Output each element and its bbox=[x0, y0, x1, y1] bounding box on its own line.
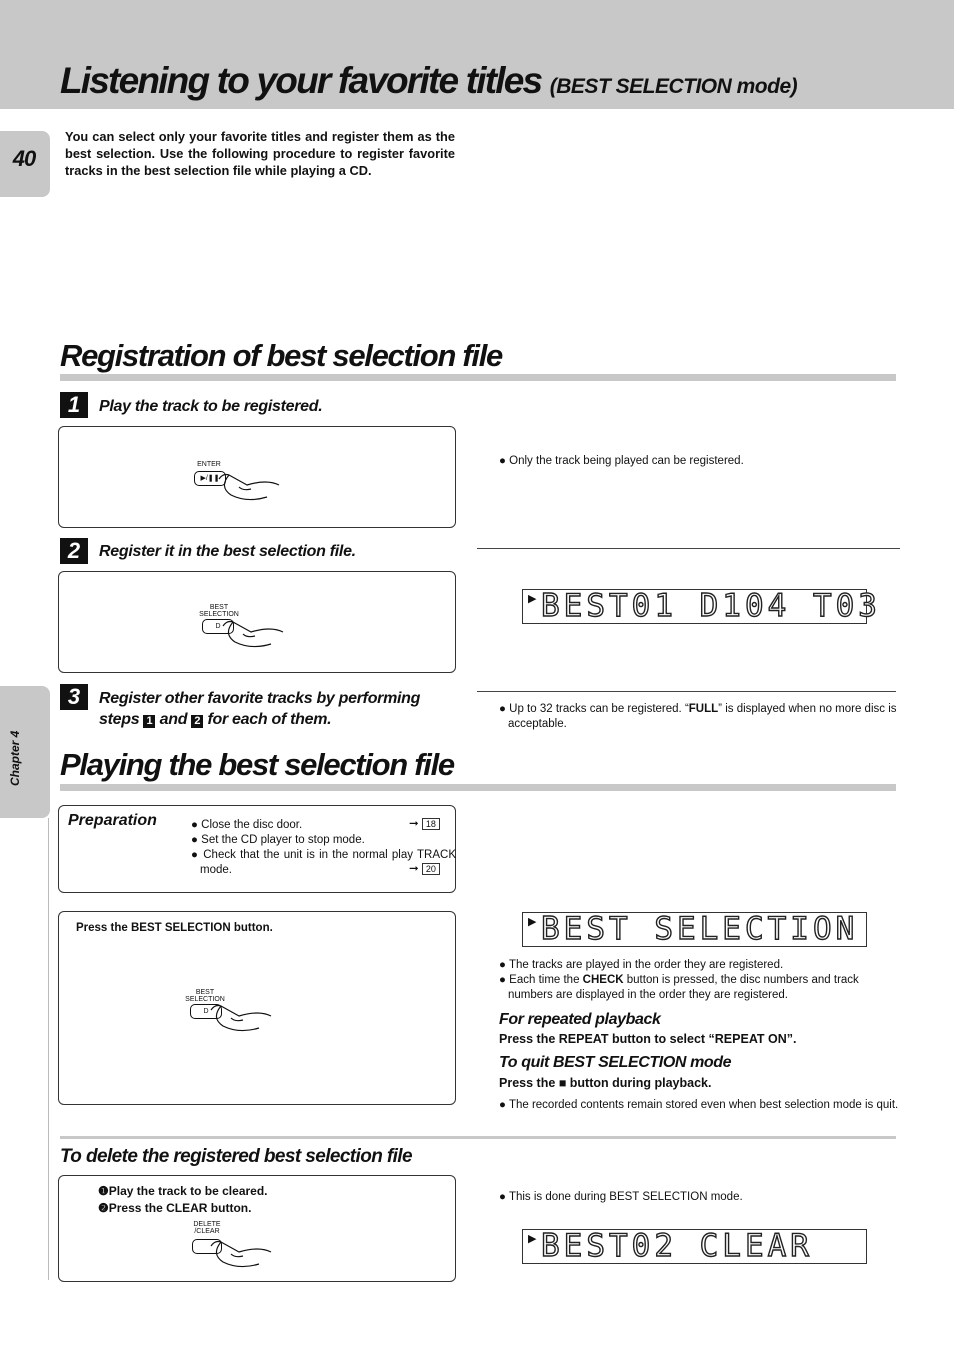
page-subtitle: (BEST SELECTION mode) bbox=[549, 75, 798, 98]
step-2-illustration bbox=[58, 571, 456, 673]
play-instruction-box bbox=[58, 911, 456, 1105]
delete-step-a: ❶Play the track to be cleared. bbox=[98, 1184, 268, 1198]
repeat-title: For repeated playback bbox=[499, 1011, 661, 1028]
enter-button: ▶/❚❚ bbox=[194, 471, 226, 486]
step-1-number: 1 bbox=[60, 392, 88, 418]
section-rule bbox=[60, 1136, 896, 1139]
quit-title: To quit BEST SELECTION mode bbox=[499, 1054, 732, 1071]
pressing-hand-icon bbox=[217, 465, 287, 505]
section-rule bbox=[60, 784, 896, 791]
prep-item-3: ● Check that the unit is in the normal play TRACK mode. bbox=[191, 849, 456, 876]
display-text: BEST SELECTION bbox=[541, 911, 859, 947]
quit-note: ● The recorded contents remain stored even when best selection mode is quit. bbox=[499, 1099, 899, 1111]
page-ref-18: ➞ 18 bbox=[409, 817, 440, 832]
display-best-selection bbox=[522, 912, 867, 947]
play-note-1: ● The tracks are played in the order they are registered. bbox=[499, 959, 784, 971]
side-divider bbox=[48, 818, 49, 1280]
best-selection-button-label: BEST SELECTION bbox=[199, 604, 239, 618]
pressing-hand-icon bbox=[221, 612, 291, 652]
display-best01 bbox=[522, 588, 881, 624]
step-1-text: Play the track to be registered. bbox=[99, 398, 323, 415]
pressing-hand-icon bbox=[209, 996, 279, 1038]
section-rule bbox=[60, 374, 896, 381]
preparation-label: Preparation bbox=[68, 812, 157, 829]
registration-title: Registration of best selection file bbox=[60, 338, 502, 373]
quit-text: Press the ■ button during playback. bbox=[499, 1076, 712, 1090]
delete-clear-button-label: DELETE /CLEAR bbox=[193, 1221, 221, 1235]
divider bbox=[477, 691, 896, 692]
step-3-number: 3 bbox=[60, 684, 88, 710]
best-selection-button-label: BEST SELECTION bbox=[185, 989, 225, 1003]
play-note-2: ● Each time the CHECK button is pressed, the disc numbers and track numbers are displayed in the order they are registered. bbox=[499, 974, 859, 1001]
delete-note: ● This is done during BEST SELECTION mode. bbox=[499, 1191, 743, 1203]
step-2-number: 2 bbox=[60, 538, 88, 564]
divider bbox=[477, 548, 900, 549]
pressing-hand-icon bbox=[209, 1232, 279, 1274]
step-ref-1: 1 bbox=[143, 715, 155, 728]
step-1-illustration bbox=[58, 426, 456, 528]
play-indicator-icon: ▶ bbox=[528, 1233, 537, 1245]
best-selection-button: D bbox=[202, 619, 234, 634]
display-best02-clear bbox=[522, 1229, 867, 1264]
delete-step-b: ❷Press the CLEAR button. bbox=[98, 1201, 252, 1215]
chapter-label: Chapter 4 bbox=[8, 730, 22, 786]
step-3-note: ● Up to 32 tracks can be registered. “FULL” is displayed when no more disc is acceptable. bbox=[499, 703, 897, 730]
delete-title: To delete the registered best selection file bbox=[60, 1146, 412, 1167]
prep-item-1: ● Close the disc door. bbox=[191, 819, 303, 831]
play-instruction: Press the BEST SELECTION button. bbox=[76, 922, 273, 934]
best-selection-button: D bbox=[190, 1004, 222, 1019]
intro-text: You can select only your favorite titles and register them as the best selection. Use the following procedure to register favorite tracks in the best selection file while playing a CD. bbox=[65, 129, 455, 178]
page-title: Listening to your favorite titles (BEST SELECTION mode) bbox=[60, 60, 798, 101]
repeat-text: Press the REPEAT button to select “REPEAT ON”. bbox=[499, 1032, 797, 1046]
play-indicator-icon: ▶ bbox=[528, 916, 537, 928]
step-1-note: ● Only the track being played can be registered. bbox=[499, 455, 744, 467]
playing-title: Playing the best selection file bbox=[60, 747, 454, 782]
step-ref-2: 2 bbox=[191, 715, 203, 728]
prep-item-2: ● Set the CD player to stop mode. bbox=[191, 834, 365, 846]
page-number: 40 bbox=[12, 146, 36, 171]
play-indicator-icon: ▶ bbox=[528, 593, 537, 605]
step-2-text: Register it in the best selection file. bbox=[99, 543, 356, 560]
display-text: BEST01 D104 T03 bbox=[541, 588, 881, 624]
step-3-text: Register other favorite tracks by performing steps 1 and 2 for each of them. bbox=[99, 690, 421, 728]
display-text: BEST02 CLEAR bbox=[541, 1228, 813, 1264]
preparation-box bbox=[58, 805, 456, 893]
page-ref-20: ➞ 20 bbox=[409, 862, 440, 877]
enter-button-label: ENTER bbox=[197, 461, 221, 468]
delete-instruction-box bbox=[58, 1175, 456, 1282]
